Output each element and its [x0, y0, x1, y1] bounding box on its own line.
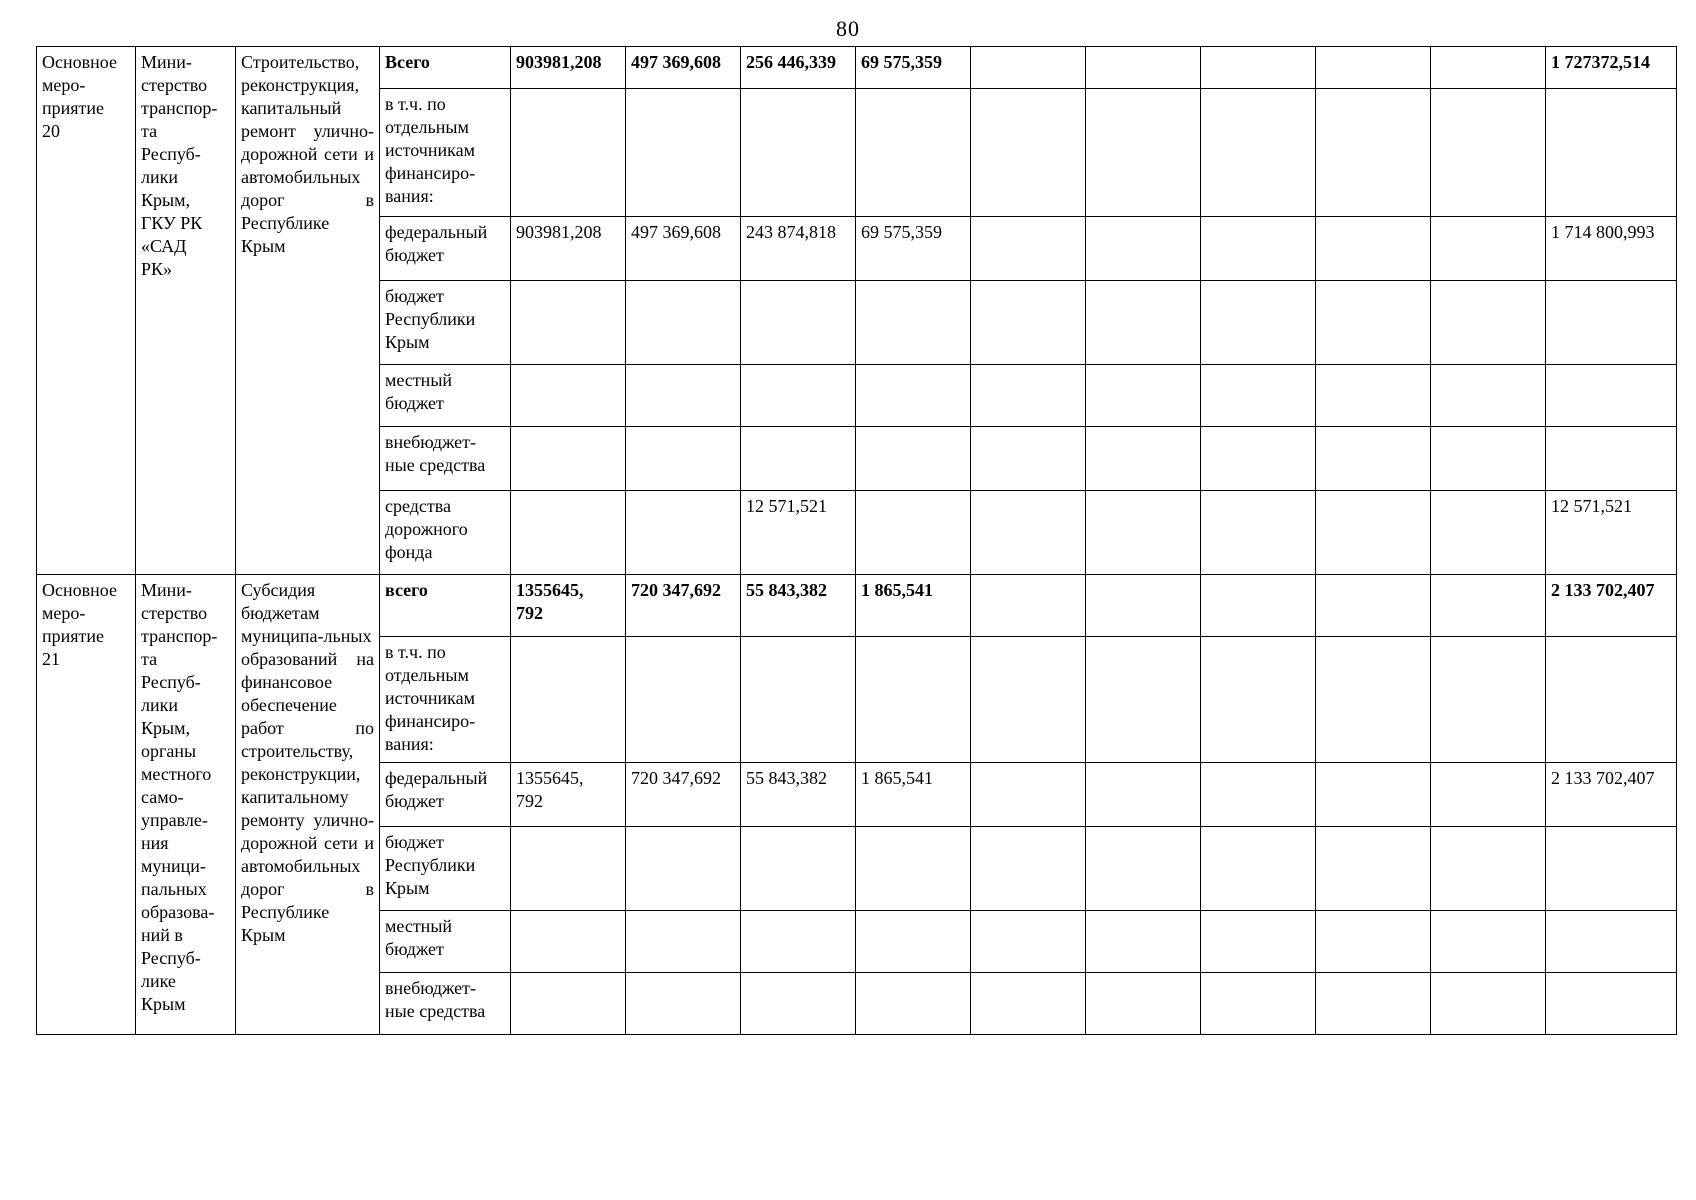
amount-cell: [1316, 281, 1431, 365]
funding-source-cell: местный бюджет: [380, 911, 511, 973]
amount-cell: [626, 427, 741, 491]
amount-cell: [1316, 427, 1431, 491]
amount-cell: 243 874,818: [741, 217, 856, 281]
total-value-cell: [1546, 827, 1677, 911]
amount-cell: [1201, 217, 1316, 281]
amount-cell: [1431, 973, 1546, 1035]
amount-cell: [511, 365, 626, 427]
amount-cell: [971, 89, 1086, 217]
description-cell: Субсидия бюджетам муниципа-льных образований на финансовое обеспечение работ по строительству, реконструкции, капитальному ремонту улично-дорожной сети и автомобильных дорог в Республике Крым: [236, 575, 380, 1035]
funding-source-cell: внебюджет-ные средства: [380, 427, 511, 491]
amount-cell: [1086, 365, 1201, 427]
page-number: 80: [836, 16, 860, 41]
amount-cell: [971, 763, 1086, 827]
amount-cell: [741, 973, 856, 1035]
amount-cell: [1086, 911, 1201, 973]
amount-cell: [1201, 427, 1316, 491]
amount-cell: [1086, 763, 1201, 827]
amount-cell: [1431, 365, 1546, 427]
amount-cell: [1086, 827, 1201, 911]
amount-cell: [511, 973, 626, 1035]
total-value-cell: 2 133 702,407: [1546, 575, 1677, 637]
amount-cell: [626, 827, 741, 911]
event-name-cell: Основное меро- приятие 21: [37, 575, 136, 1035]
amount-cell: [1086, 281, 1201, 365]
amount-cell: [1086, 973, 1201, 1035]
total-value-cell: 1 714 800,993: [1546, 217, 1677, 281]
amount-cell: [971, 365, 1086, 427]
amount-cell: [971, 911, 1086, 973]
budget-table: [36, 46, 1677, 1035]
amount-cell: [1086, 47, 1201, 89]
amount-cell: [741, 827, 856, 911]
amount-cell: [971, 427, 1086, 491]
amount-cell: [1316, 827, 1431, 911]
amount-cell: [741, 365, 856, 427]
amount-cell: 720 347,692: [626, 763, 741, 827]
amount-cell: [626, 637, 741, 763]
amount-cell: [1086, 89, 1201, 217]
amount-cell: [1431, 217, 1546, 281]
amount-cell: [856, 365, 971, 427]
amount-cell: [971, 827, 1086, 911]
amount-cell: [741, 89, 856, 217]
amount-cell: [741, 281, 856, 365]
amount-cell: 1355645, 792: [511, 763, 626, 827]
amount-cell: [1086, 575, 1201, 637]
funding-source-cell: бюджет Республики Крым: [380, 827, 511, 911]
funding-source-cell: федеральный бюджет: [380, 217, 511, 281]
funding-source-cell: внебюджет-ные средства: [380, 973, 511, 1035]
amount-cell: [1316, 575, 1431, 637]
amount-cell: [1316, 973, 1431, 1035]
table-row: [37, 575, 1677, 637]
amount-cell: [511, 89, 626, 217]
amount-cell: [511, 827, 626, 911]
amount-cell: [1431, 911, 1546, 973]
amount-cell: 12 571,521: [741, 491, 856, 575]
amount-cell: [1201, 763, 1316, 827]
amount-cell: [1431, 47, 1546, 89]
funding-source-cell: Всего: [380, 47, 511, 89]
amount-cell: [856, 427, 971, 491]
amount-cell: [1201, 365, 1316, 427]
amount-cell: [741, 427, 856, 491]
total-value-cell: [1546, 89, 1677, 217]
amount-cell: 55 843,382: [741, 763, 856, 827]
total-value-cell: [1546, 365, 1677, 427]
amount-cell: [626, 365, 741, 427]
amount-cell: [1431, 427, 1546, 491]
funding-source-cell: местный бюджет: [380, 365, 511, 427]
amount-cell: [971, 491, 1086, 575]
amount-cell: [856, 973, 971, 1035]
executor-cell: Мини- стерство транспор- та Респуб- лики Крым, органы местного само- управле- ния муници- пальных образова- ний в Респуб- лике Крым: [136, 575, 236, 1035]
event-name-cell: Основное меро- приятие 20: [37, 47, 136, 575]
amount-cell: [511, 281, 626, 365]
amount-cell: [1431, 491, 1546, 575]
total-value-cell: 12 571,521: [1546, 491, 1677, 575]
amount-cell: [1201, 575, 1316, 637]
amount-cell: [1431, 827, 1546, 911]
total-value-cell: [1546, 637, 1677, 763]
amount-cell: [741, 911, 856, 973]
amount-cell: 903981,208: [511, 217, 626, 281]
amount-cell: 1355645, 792: [511, 575, 626, 637]
amount-cell: 497 369,608: [626, 47, 741, 89]
amount-cell: [1201, 491, 1316, 575]
amount-cell: 720 347,692: [626, 575, 741, 637]
amount-cell: [1316, 89, 1431, 217]
amount-cell: [971, 47, 1086, 89]
total-value-cell: [1546, 281, 1677, 365]
amount-cell: [1201, 47, 1316, 89]
amount-cell: [1316, 763, 1431, 827]
amount-cell: [1316, 47, 1431, 89]
amount-cell: [1431, 637, 1546, 763]
amount-cell: [971, 575, 1086, 637]
amount-cell: [741, 637, 856, 763]
amount-cell: [856, 89, 971, 217]
amount-cell: [971, 637, 1086, 763]
funding-source-cell: бюджет Республики Крым: [380, 281, 511, 365]
amount-cell: [511, 911, 626, 973]
amount-cell: [1086, 637, 1201, 763]
amount-cell: [1431, 89, 1546, 217]
amount-cell: [1201, 973, 1316, 1035]
amount-cell: 903981,208: [511, 47, 626, 89]
amount-cell: [856, 911, 971, 973]
amount-cell: [1431, 575, 1546, 637]
amount-cell: [626, 491, 741, 575]
amount-cell: [971, 217, 1086, 281]
amount-cell: [626, 911, 741, 973]
total-value-cell: [1546, 427, 1677, 491]
amount-cell: [1201, 637, 1316, 763]
amount-cell: [1431, 281, 1546, 365]
amount-cell: [1201, 911, 1316, 973]
amount-cell: [511, 491, 626, 575]
funding-source-cell: всего: [380, 575, 511, 637]
amount-cell: [1316, 217, 1431, 281]
funding-source-cell: в т.ч. по отдельным источникам финансиро-вания:: [380, 89, 511, 217]
amount-cell: [971, 973, 1086, 1035]
amount-cell: [511, 637, 626, 763]
amount-cell: [626, 89, 741, 217]
funding-source-cell: в т.ч. по отдельным источникам финансиро-вания:: [380, 637, 511, 763]
amount-cell: [1431, 763, 1546, 827]
total-value-cell: [1546, 911, 1677, 973]
amount-cell: [626, 281, 741, 365]
amount-cell: [1201, 89, 1316, 217]
amount-cell: [1086, 427, 1201, 491]
description-cell: Строительство, реконструкция, капитальный ремонт улично-дорожной сети и автомобильных дорог в Республике Крым: [236, 47, 380, 575]
amount-cell: [1316, 637, 1431, 763]
amount-cell: [1086, 217, 1201, 281]
total-value-cell: [1546, 973, 1677, 1035]
amount-cell: [971, 281, 1086, 365]
amount-cell: [511, 427, 626, 491]
amount-cell: [856, 491, 971, 575]
funding-source-cell: федеральный бюджет: [380, 763, 511, 827]
amount-cell: 69 575,359: [856, 217, 971, 281]
table-row: [37, 47, 1677, 89]
funding-source-cell: средства дорожного фонда: [380, 491, 511, 575]
amount-cell: [1316, 365, 1431, 427]
amount-cell: [856, 637, 971, 763]
amount-cell: 1 865,541: [856, 575, 971, 637]
amount-cell: 69 575,359: [856, 47, 971, 89]
amount-cell: [856, 281, 971, 365]
amount-cell: 55 843,382: [741, 575, 856, 637]
amount-cell: 256 446,339: [741, 47, 856, 89]
amount-cell: [1201, 827, 1316, 911]
amount-cell: 1 865,541: [856, 763, 971, 827]
amount-cell: [626, 973, 741, 1035]
total-value-cell: 1 727372,514: [1546, 47, 1677, 89]
executor-cell: Мини- стерство транспор- та Респуб- лики Крым, ГКУ РК «САД РК»: [136, 47, 236, 575]
amount-cell: [1316, 491, 1431, 575]
amount-cell: [1316, 911, 1431, 973]
amount-cell: [856, 827, 971, 911]
amount-cell: 497 369,608: [626, 217, 741, 281]
total-value-cell: 2 133 702,407: [1546, 763, 1677, 827]
amount-cell: [1201, 281, 1316, 365]
amount-cell: [1086, 491, 1201, 575]
